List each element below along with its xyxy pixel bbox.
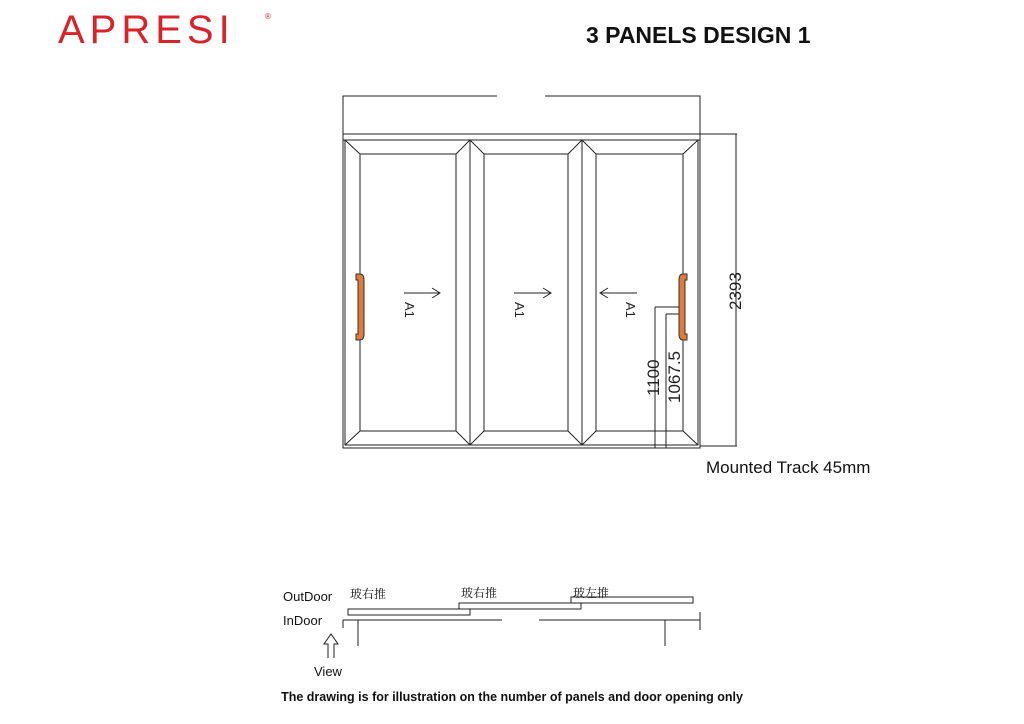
panel-label-3: A1	[623, 302, 638, 318]
handle-right	[679, 274, 687, 340]
plan-panel-1	[348, 609, 470, 615]
arrow-right-1	[404, 288, 440, 298]
view-label: View	[314, 664, 342, 679]
plan-panel-2	[459, 603, 581, 609]
outdoor-label: OutDoor	[283, 589, 333, 604]
track-note: Mounted Track 45mm	[706, 458, 871, 477]
dim-1100-label: 1100	[644, 359, 663, 396]
apresi-logo: APRESI	[58, 8, 235, 52]
plan-panel-2-label: 玻右推	[461, 586, 498, 600]
handle-left	[356, 274, 364, 340]
indoor-label: InDoor	[283, 613, 323, 628]
dim-1067-label: 1067.5	[665, 351, 684, 403]
view-arrow-icon	[324, 634, 338, 658]
dim-height-label: 2393	[726, 272, 745, 310]
plan-panel-3-label: 玻左推	[573, 586, 610, 600]
footer-note: The drawing is for illustration on the number of panels and door opening only	[281, 690, 743, 704]
page-title: 3 PANELS DESIGN 1	[586, 22, 811, 48]
panel-label-1: A1	[402, 302, 417, 318]
registered-mark: ®	[265, 12, 271, 21]
arrow-right-2	[514, 288, 551, 298]
arrow-left-3	[600, 288, 637, 298]
header-box	[343, 96, 700, 134]
panel-label-2: A1	[512, 302, 527, 318]
outer-frame	[343, 134, 700, 448]
plan-panel-1-label: 玻右推	[350, 587, 387, 601]
